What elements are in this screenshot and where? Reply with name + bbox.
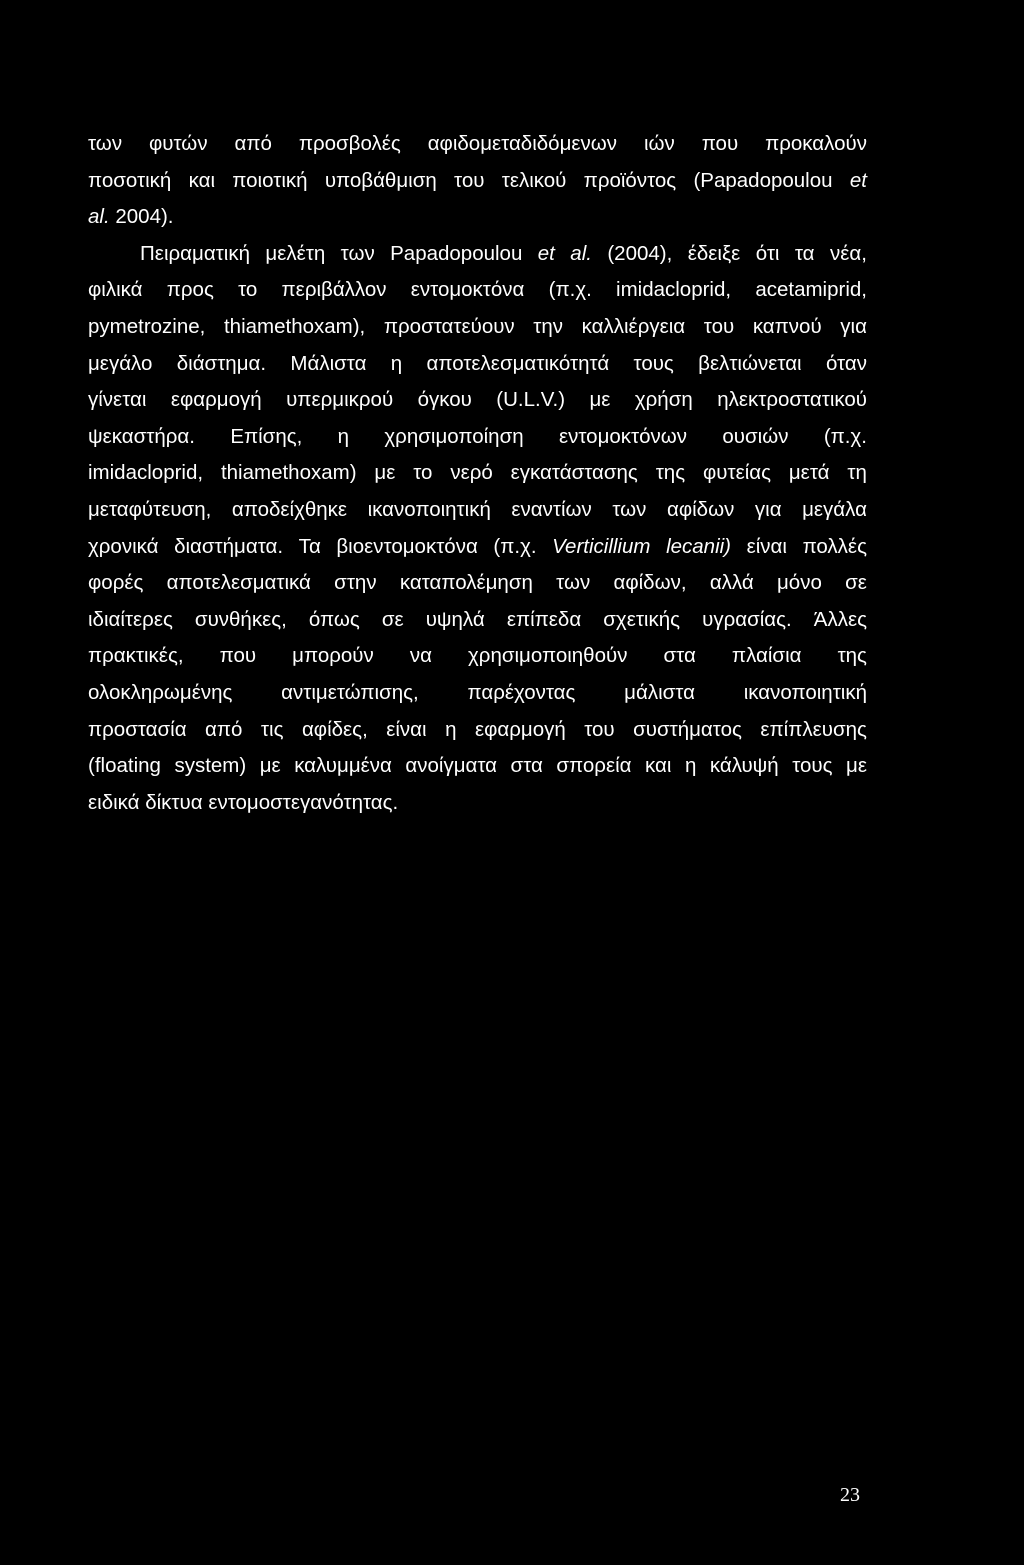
text-line: (floating system) με καλυμμένα ανοίγματα στα σπορεία και η κάλυψή τους με xyxy=(88,754,867,778)
text-line: Πειραματική μελέτη των Papadopoulou et al. (2004), έδειξε ότι τα νέα, xyxy=(140,241,867,265)
text-line: ιδιαίτερες συνθήκες, όπως σε υψηλά επίπεδα σχετικής υγρασίας. Άλλες xyxy=(88,607,867,631)
text-line: των φυτών από προσβολές αφιδομεταδιδόμενων ιών που προκαλούν xyxy=(88,132,867,155)
text-line: φορές αποτελεσματικά στην καταπολέμηση των αφίδων, αλλά μόνο σε xyxy=(88,571,867,595)
text-line: μεγάλο διάστημα. Μάλιστα η αποτελεσματικότητά τους βελτιώνεται όταν xyxy=(88,351,867,375)
page-number: 23 xyxy=(840,1484,860,1506)
body-text xyxy=(88,126,867,821)
text-line: ποσοτική και ποιοτική υποβάθμιση του τελικού προϊόντος (Papadopoulou et xyxy=(88,168,867,192)
text-line: προστασία από τις αφίδες, είναι η εφαρμογή του συστήματος επίπλευσης xyxy=(88,717,867,741)
text-line: pymetrozine, thiamethoxam), προστατεύουν την καλλιέργεια του καπνού για xyxy=(88,314,867,338)
text-line: imidacloprid, thiamethoxam) με το νερό εγκατάστασης της φυτείας μετά τη xyxy=(88,461,867,485)
text-line: φιλικά προς το περιβάλλον εντομοκτόνα (π.χ. imidacloprid, acetamiprid, xyxy=(88,278,867,302)
text-line: al. 2004). xyxy=(88,205,174,229)
text-line: ολοκληρωμένης αντιμετώπισης, παρέχοντας μάλιστα ικανοποιητική xyxy=(88,680,867,704)
text-line: χρονικά διαστήματα. Τα βιοεντομοκτόνα (π.χ. Verticillium lecanii) είναι πολλές xyxy=(88,534,867,558)
text-line: μεταφύτευση, αποδείχθηκε ικανοποιητική εναντίων των αφίδων για μεγάλα xyxy=(88,497,867,521)
text-line: ειδικά δίκτυα εντομοστεγανότητας. xyxy=(88,790,399,814)
text-line: γίνεται εφαρμογή υπερμικρού όγκου (U.L.V.) με χρήση ηλεκτροστατικού xyxy=(88,388,867,412)
text-line: πρακτικές, που μπορούν να χρησιμοποιηθούν στα πλαίσια της xyxy=(88,644,867,668)
text-line: ψεκαστήρα. Επίσης, η χρησιμοποίηση εντομοκτόνων ουσιών (π.χ. xyxy=(88,424,867,448)
